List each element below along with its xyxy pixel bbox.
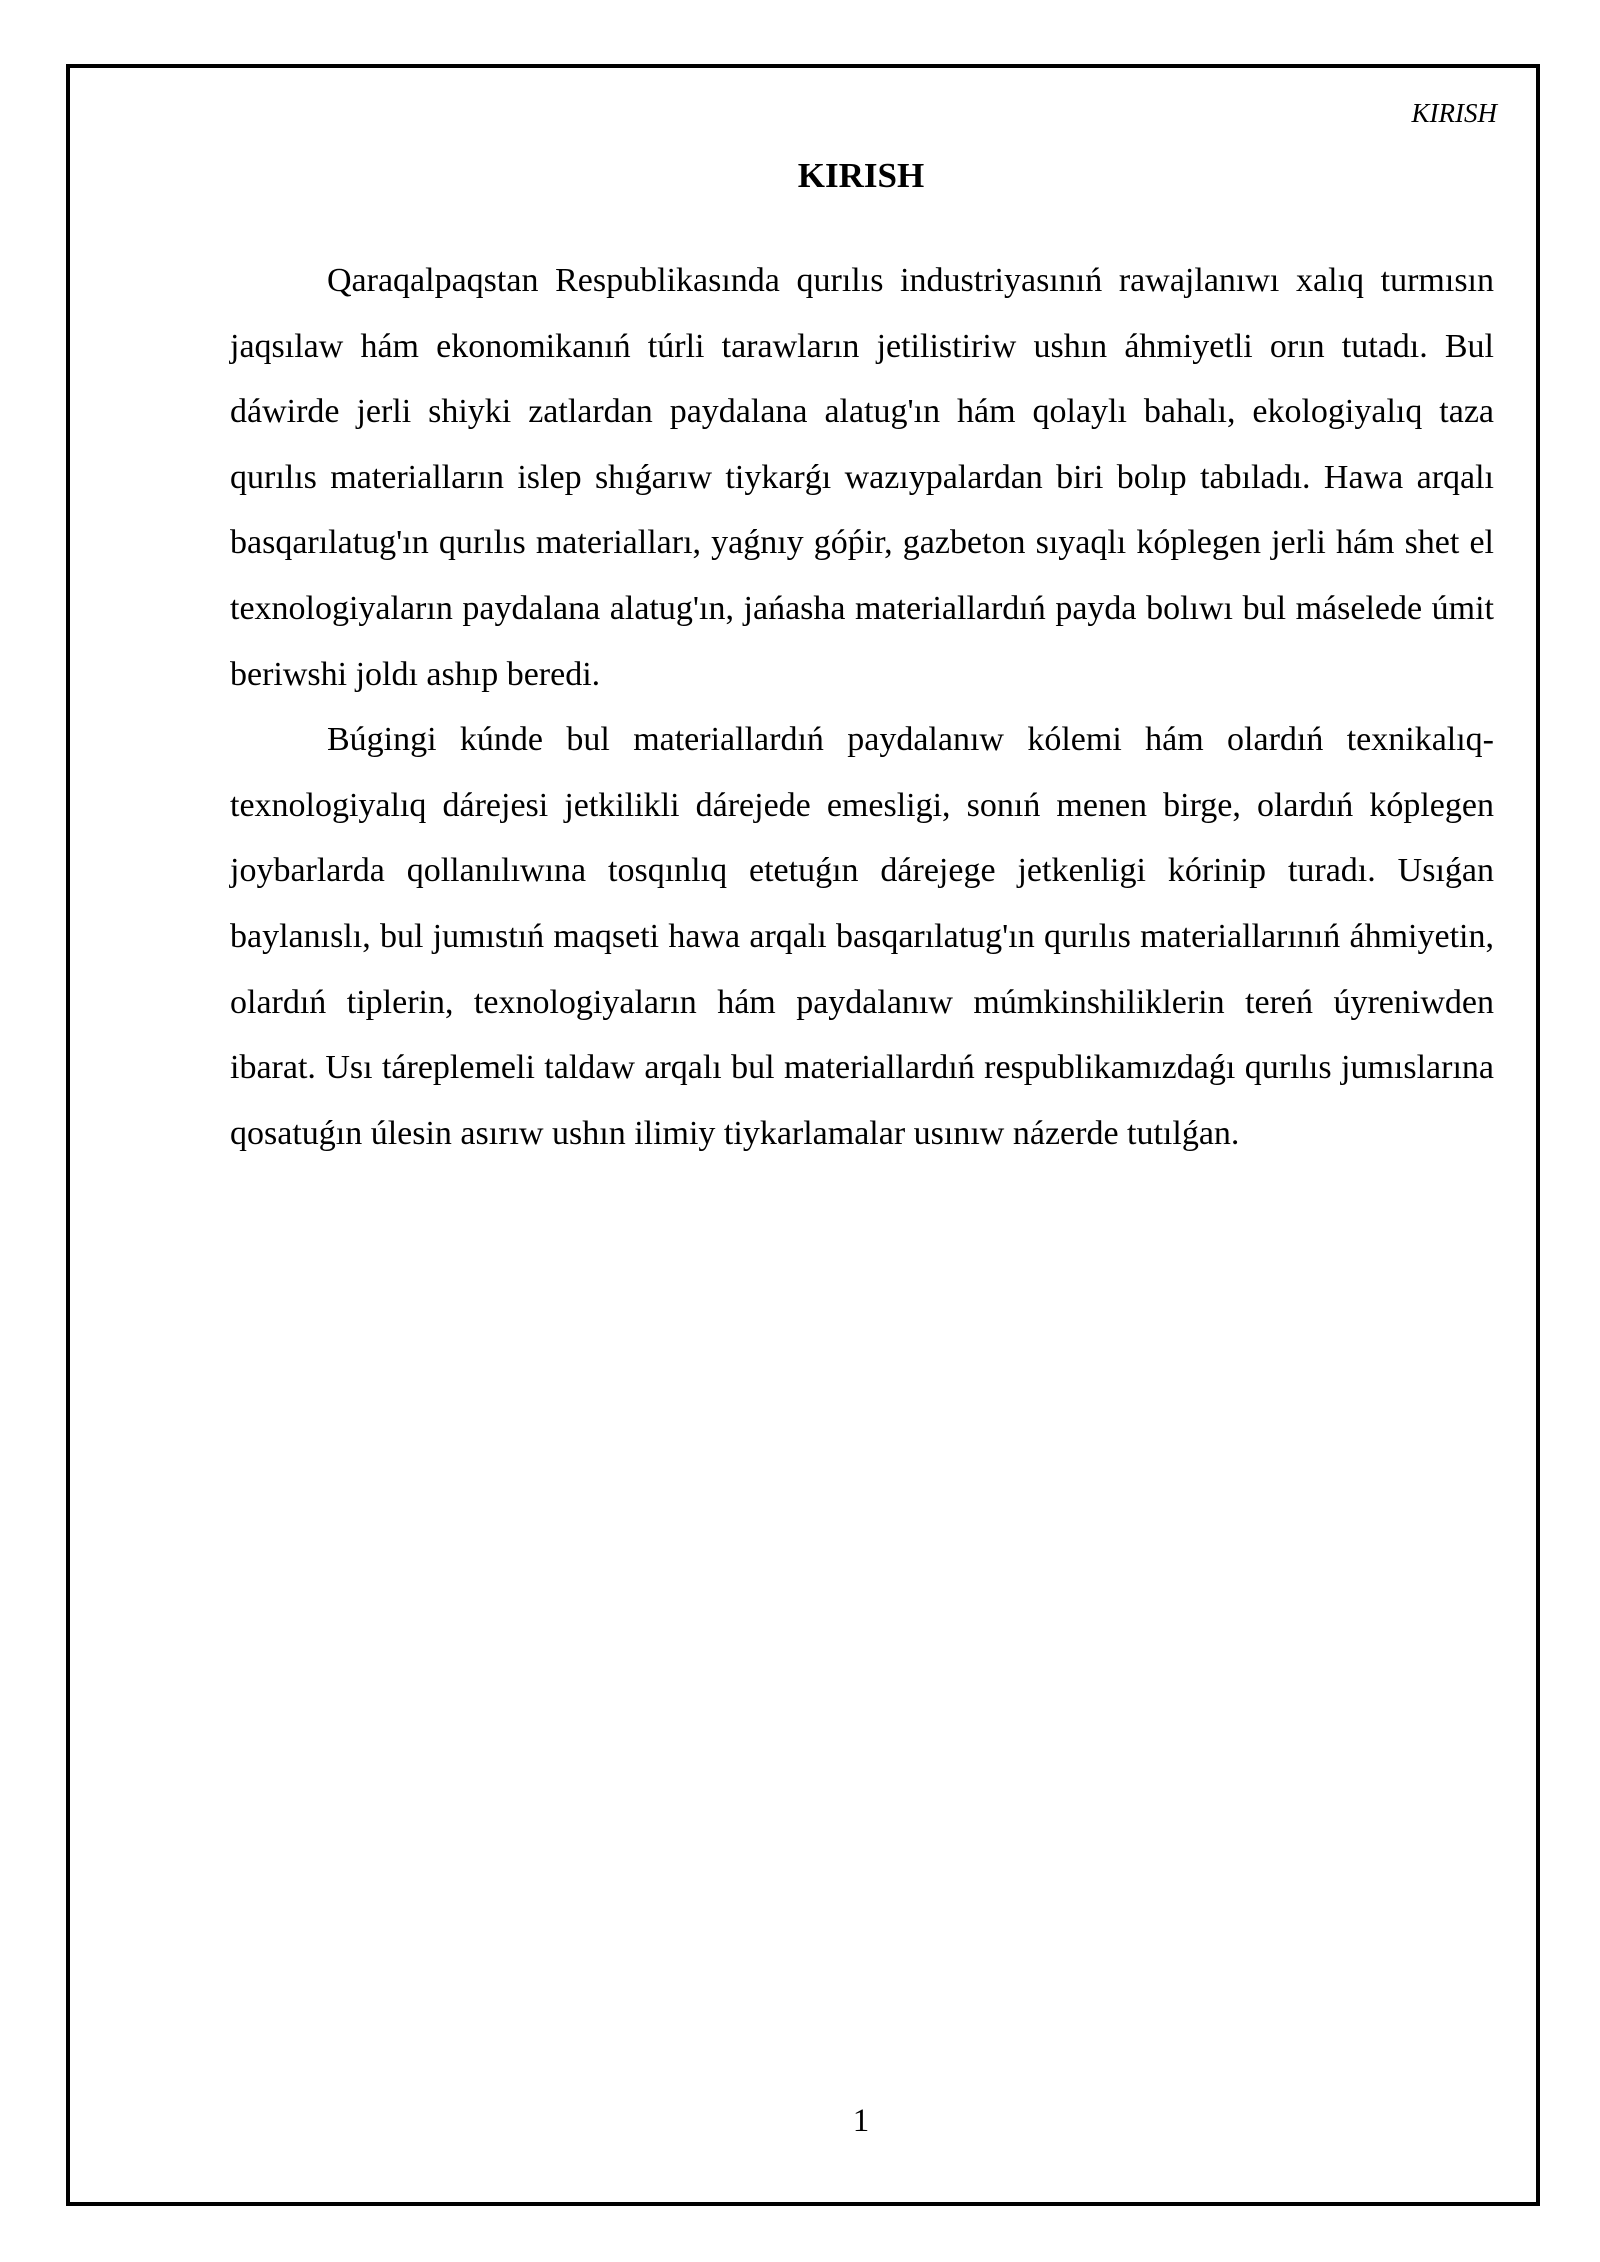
paragraph-1: Qaraqalpaqstan Respublikasında qurılıs industriyasınıń rawajlanıwı xalıq turmısın jaqsılaw hám ekonomikanıń túrli tarawların jetilistiriw ushın áhmiyetli orın tutadı. Bul dáwirde jerli shiyki zatlardan paydalana alatug'ın hám qolaylı bahalı, ekologiyalıq taza qurılıs materialların islep shıǵarıw tiykarǵı wazıypalardan biri bolıp tabıladı. Hawa arqalı basqarılatug'ın qurılıs materialları, yaǵnıy góṕir, gazbeton sıyaqlı kóplegen jerli hám shet el texnologiyaların paydalana alatug'ın, jańasha materiallardıń payda bolıwı bul máselede úmit beriwshi joldı ashıp beredi.: [230, 262, 1494, 693]
paragraph-2: Búgingi kúnde bul materiallardıń paydalanıw kólemi hám olardıń texnikalıq-texnologiyalıq dárejesi jetkilikli dárejede emesligi, sonıń menen birge, olardıń kóplegen joybarlarda qollanılıwına tosqınlıq etetuǵın dárejege jetkenligi kórinip turadı. Usıǵan baylanıslı, bul jumıstıń maqseti hawa arqalı basqarılatug'ın qurılıs materiallarınıń áhmiyetin, olardıń tiplerin, texnologiyaların hám paydalanıw múmkinshiliklerin tereń úyreniwden ibarat. Usı táreplemeli taldaw arqalı bul materiallardıń respublikamızdaǵı qurılıs jumıslarına qosatuǵın úlesin asırıw ushın ilimiy tiykarlamalar usınıw názerde tutılǵan.: [230, 721, 1494, 1152]
document-body: [230, 248, 1494, 1166]
running-header: KIRISH: [1411, 98, 1497, 128]
page-title: KIRISH: [797, 156, 925, 195]
page-number: 1: [852, 2103, 870, 2139]
